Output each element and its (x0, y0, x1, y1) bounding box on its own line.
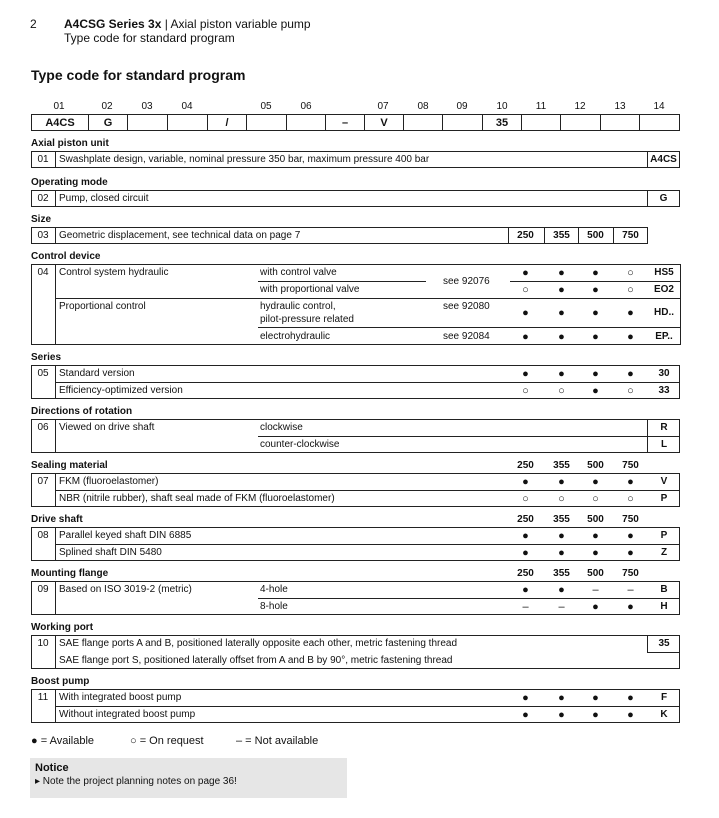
series-name: A4CSG Series 3x (64, 17, 162, 31)
document-subtitle: Type code for standard program (64, 31, 235, 45)
position-number: 08 (417, 101, 429, 112)
counter-clockwise-label: counter-clockwise (260, 439, 340, 450)
size-750: 750 (622, 230, 639, 241)
axial-description: Swashplate design, variable, nominal pressure 350 bar, maximum pressure 400 bar (59, 154, 430, 165)
code-box-05 (246, 114, 287, 131)
keyed-shaft-label: Parallel keyed shaft DIN 6885 (59, 530, 192, 541)
hydraulic-control-label: hydraulic control, (260, 301, 336, 312)
notice-text: ▸ Note the project planning notes on page 36! (35, 776, 237, 787)
row-number: 09 (37, 584, 49, 595)
proportional-control-label: Proportional control (59, 301, 146, 312)
code-hs5: HS5 (654, 267, 674, 278)
availability-mark: ● (558, 584, 565, 596)
availability-mark: ○ (522, 385, 529, 397)
availability-mark: ● (522, 476, 529, 488)
size-header-355: 355 (553, 514, 570, 525)
availability-mark: ● (522, 547, 529, 559)
availability-mark: ● (592, 692, 599, 704)
code-v: V (660, 476, 668, 487)
position-number: 02 (101, 101, 113, 112)
availability-mark: ○ (627, 284, 634, 296)
availability-mark: ● (558, 307, 565, 319)
section-title-port: Working port (31, 622, 94, 633)
size-header-355: 355 (553, 568, 570, 579)
row-number: 05 (37, 368, 49, 379)
availability-mark: – (627, 584, 634, 596)
section-title-boost: Boost pump (31, 676, 90, 687)
position-number: 10 (496, 101, 508, 112)
position-number: 07 (377, 101, 389, 112)
availability-mark: ● (627, 331, 634, 343)
code-z: Z (660, 547, 668, 558)
availability-mark: ● (627, 709, 634, 721)
four-hole-label: 4-hole (260, 584, 288, 595)
availability-mark: ● (592, 709, 599, 721)
position-number: 03 (141, 101, 153, 112)
availability-mark: ● (558, 476, 565, 488)
availability-mark: ● (627, 307, 634, 319)
availability-mark: ● (558, 284, 565, 296)
code-k: K (660, 709, 668, 720)
availability-mark: ● (627, 368, 634, 380)
row-number: 08 (37, 530, 49, 541)
code-box-separator-slash: / (207, 114, 247, 131)
availability-mark: ● (592, 368, 599, 380)
with-boost-pump-label: With integrated boost pump (59, 692, 182, 703)
code-r: R (660, 422, 668, 433)
control-hydraulic-label: Control system hydraulic (59, 267, 169, 278)
reference-92080: see 92080 (443, 301, 490, 312)
code-a4cs: A4CS (650, 154, 677, 165)
row-number: 01 (37, 154, 49, 165)
availability-mark: ● (522, 331, 529, 343)
code-box-06 (286, 114, 326, 131)
code-box-14 (639, 114, 680, 131)
section-title-shaft: Drive shaft (31, 514, 83, 525)
row-number: 03 (37, 230, 49, 241)
availability-mark: – (558, 601, 565, 613)
size-500: 500 (587, 230, 604, 241)
availability-mark: ● (592, 385, 599, 397)
availability-mark: ● (558, 267, 565, 279)
position-number: 06 (300, 101, 312, 112)
availability-mark: ● (558, 709, 565, 721)
size-header-250: 250 (517, 514, 534, 525)
availability-mark: ● (522, 709, 529, 721)
position-number: 01 (53, 101, 65, 112)
code-box-10: 35 (482, 114, 522, 131)
position-number: 11 (535, 101, 547, 112)
row-number: 04 (37, 267, 49, 278)
availability-mark: ● (522, 692, 529, 704)
availability-mark: ● (558, 547, 565, 559)
section-title-axial: Axial piston unit (31, 138, 109, 149)
code-35: 35 (658, 638, 670, 649)
fkm-label: FKM (fluoroelastomer) (59, 476, 159, 487)
code-box-09 (442, 114, 483, 131)
code-l: L (660, 439, 668, 450)
notice-box (30, 758, 347, 798)
iso-flange-label: Based on ISO 3019-2 (metric) (59, 584, 192, 595)
size-header-750: 750 (622, 514, 639, 525)
document-series (64, 17, 311, 31)
pilot-pressure-label: pilot-pressure related (260, 314, 354, 325)
code-box-11 (521, 114, 561, 131)
availability-mark: ● (522, 530, 529, 542)
clockwise-label: clockwise (260, 422, 303, 433)
availability-mark: ○ (627, 385, 634, 397)
size-header-355: 355 (553, 460, 570, 471)
section-title-size: Size (31, 214, 52, 225)
section-title-series: Series (31, 352, 62, 363)
notice-title: Notice (35, 762, 69, 774)
position-number: 13 (614, 101, 626, 112)
code-30: 30 (658, 368, 670, 379)
code-box-13 (600, 114, 640, 131)
section-title-flange: Mounting flange (31, 568, 109, 579)
availability-mark: ● (558, 530, 565, 542)
code-33: 33 (658, 385, 670, 396)
size-header-250: 250 (517, 460, 534, 471)
page-title: Type code for standard program (31, 67, 246, 83)
availability-mark: ○ (558, 493, 565, 505)
without-boost-pump-label: Without integrated boost pump (59, 709, 196, 720)
availability-mark: ● (627, 692, 634, 704)
viewed-on-drive-shaft-label: Viewed on drive shaft (59, 422, 155, 433)
code-box-03 (127, 114, 168, 131)
code-eo2: EO2 (653, 284, 674, 295)
section-title-rotation: Directions of rotation (31, 406, 133, 417)
code-b: B (660, 584, 668, 595)
size-header-500: 500 (587, 514, 604, 525)
code-box-separator-dash: – (325, 114, 365, 131)
eight-hole-label: 8-hole (260, 601, 288, 612)
reference-92076: see 92076 (443, 276, 490, 287)
size-header-500: 500 (587, 568, 604, 579)
standard-version-label: Standard version (59, 368, 135, 379)
availability-mark: – (522, 601, 529, 613)
availability-mark: ● (592, 284, 599, 296)
position-number: 14 (653, 101, 665, 112)
availability-mark: ● (522, 584, 529, 596)
with-control-valve-label: with control valve (260, 267, 337, 278)
availability-mark: ○ (627, 267, 634, 279)
section-title-mode: Operating mode (31, 177, 108, 188)
availability-mark: ● (592, 267, 599, 279)
code-g: G (659, 193, 668, 204)
row-number: 06 (37, 422, 49, 433)
nbr-label: NBR (nitrile rubber), shaft seal made of FKM (fluoroelastomer) (59, 493, 335, 504)
sae-port-s-label: SAE flange port S, positioned laterally offset from A and B by 90°, metric fastening thread (59, 655, 453, 666)
size-header-500: 500 (587, 460, 604, 471)
code-box-12 (560, 114, 601, 131)
size-355: 355 (553, 230, 570, 241)
position-number: 05 (260, 101, 272, 112)
code-box-08 (403, 114, 443, 131)
availability-mark: ● (558, 368, 565, 380)
code-box-01: A4CS (31, 114, 89, 131)
row-number: 02 (37, 193, 49, 204)
legend-on-request: ○ = On request (130, 735, 204, 747)
availability-mark: ● (592, 476, 599, 488)
availability-mark: ● (627, 530, 634, 542)
availability-mark: – (592, 584, 599, 596)
reference-92084: see 92084 (443, 331, 490, 342)
mode-description: Pump, closed circuit (59, 193, 149, 204)
availability-mark: ● (592, 547, 599, 559)
with-proportional-valve-label: with proportional valve (260, 284, 360, 295)
efficiency-version-label: Efficiency-optimized version (59, 385, 183, 396)
row-number: 07 (37, 476, 49, 487)
code-box-07: V (364, 114, 404, 131)
code-f: F (660, 692, 668, 703)
availability-mark: ● (592, 307, 599, 319)
electrohydraulic-label: electrohydraulic (260, 331, 331, 342)
availability-mark: ○ (592, 493, 599, 505)
availability-mark: ● (627, 547, 634, 559)
code-p-shaft: P (660, 530, 668, 541)
availability-mark: ● (592, 530, 599, 542)
availability-mark: ● (522, 307, 529, 319)
availability-mark: ● (592, 601, 599, 613)
section-title-sealing: Sealing material (31, 460, 108, 471)
availability-mark: ● (522, 368, 529, 380)
legend-available: ● = Available (31, 735, 95, 747)
availability-mark: ● (627, 601, 634, 613)
section-title-control: Control device (31, 251, 101, 262)
position-number: 09 (456, 101, 468, 112)
series-description: | Axial piston variable pump (161, 17, 311, 31)
availability-mark: ○ (558, 385, 565, 397)
code-p-seal: P (660, 493, 668, 504)
size-header-750: 750 (622, 460, 639, 471)
availability-mark: ● (522, 267, 529, 279)
size-250: 250 (517, 230, 534, 241)
code-box-02: G (88, 114, 128, 131)
splined-shaft-label: Splined shaft DIN 5480 (59, 547, 162, 558)
availability-mark: ○ (522, 284, 529, 296)
availability-mark: ● (558, 331, 565, 343)
legend-not-available: – = Not available (236, 735, 319, 747)
code-box-04 (167, 114, 208, 131)
row-number: 10 (37, 638, 49, 649)
sae-ports-ab-label: SAE flange ports A and B, positioned laterally opposite each other, metric fastening thread (59, 638, 458, 649)
availability-mark: ● (627, 476, 634, 488)
availability-mark: ○ (627, 493, 634, 505)
availability-mark: ○ (522, 493, 529, 505)
availability-mark: ● (592, 331, 599, 343)
size-header-750: 750 (622, 568, 639, 579)
code-h: H (660, 601, 668, 612)
availability-mark: ● (558, 692, 565, 704)
position-number: 12 (574, 101, 586, 112)
position-number: 04 (181, 101, 193, 112)
row-number: 11 (37, 692, 49, 703)
size-description: Geometric displacement, see technical data on page 7 (59, 230, 301, 241)
page-number: 2 (30, 17, 37, 31)
code-ep: EP.. (655, 331, 673, 342)
code-hd: HD.. (654, 307, 674, 318)
size-header-250: 250 (517, 568, 534, 579)
